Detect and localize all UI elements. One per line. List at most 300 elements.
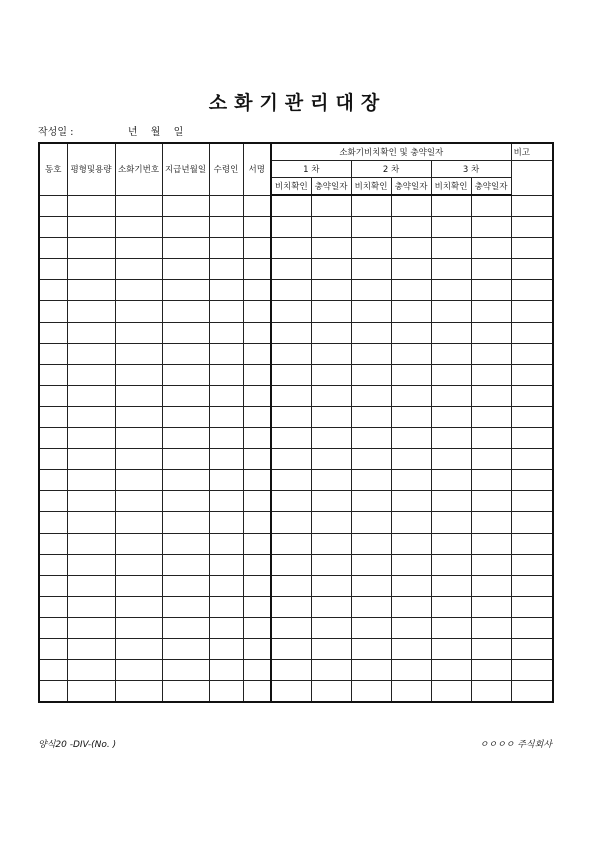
table-cell [471, 385, 511, 406]
table-cell [243, 259, 271, 280]
table-cell [311, 470, 351, 491]
table-cell [162, 280, 209, 301]
table-cell [209, 280, 243, 301]
table-cell [431, 280, 471, 301]
table-cell [67, 575, 115, 596]
table-cell [351, 449, 391, 470]
table-cell [351, 533, 391, 554]
table-cell [431, 195, 471, 217]
table-cell [311, 364, 351, 385]
table-cell [511, 259, 553, 280]
table-cell [511, 554, 553, 575]
table-cell [311, 449, 351, 470]
table-cell [271, 491, 311, 512]
table-cell [391, 301, 431, 322]
table-cell [431, 596, 471, 617]
header-number: 소화기번호 [115, 143, 162, 195]
table-cell [351, 428, 391, 449]
table-cell [162, 238, 209, 259]
table-cell [271, 554, 311, 575]
table-cell [162, 638, 209, 659]
table-row [39, 406, 553, 427]
table-cell [39, 343, 67, 364]
table-cell [311, 554, 351, 575]
header-signature: 서명 [243, 143, 271, 195]
table-cell [511, 195, 553, 217]
table-cell [471, 660, 511, 681]
table-cell [431, 428, 471, 449]
table-cell [431, 449, 471, 470]
table-cell [391, 406, 431, 427]
table-cell [351, 596, 391, 617]
table-cell [67, 491, 115, 512]
table-cell [471, 280, 511, 301]
document-title: 소화기관리대장 [208, 92, 387, 114]
table-row [39, 322, 553, 343]
table-cell [67, 406, 115, 427]
table-cell [391, 491, 431, 512]
table-cell [115, 617, 162, 638]
table-cell [243, 470, 271, 491]
table-cell [209, 512, 243, 533]
table-row [39, 195, 553, 217]
table-cell [271, 470, 311, 491]
table-cell [471, 217, 511, 238]
table-cell [209, 322, 243, 343]
table-cell [115, 259, 162, 280]
table-cell [391, 575, 431, 596]
header-charge-2: 충약일자 [391, 178, 431, 196]
table-cell [115, 428, 162, 449]
table-cell [471, 681, 511, 703]
date-day: 일 [173, 127, 184, 138]
table-row [39, 301, 553, 322]
table-cell [162, 322, 209, 343]
header-remarks: 비고 [511, 143, 553, 161]
table-cell [115, 343, 162, 364]
table-cell [391, 343, 431, 364]
table-cell [209, 428, 243, 449]
table-cell [471, 301, 511, 322]
table-cell [391, 449, 431, 470]
table-cell [311, 638, 351, 659]
table-cell [162, 217, 209, 238]
table-cell [471, 449, 511, 470]
header-round-2: 2 차 [351, 161, 431, 178]
header-round-3: 3 차 [431, 161, 511, 178]
table-cell [67, 343, 115, 364]
table-cell [311, 681, 351, 703]
table-cell [511, 449, 553, 470]
table-cell [39, 533, 67, 554]
extinguisher-ledger-table [38, 142, 554, 703]
table-cell [115, 238, 162, 259]
table-cell [67, 385, 115, 406]
table-row [39, 364, 553, 385]
table-cell [351, 554, 391, 575]
table-cell [271, 301, 311, 322]
table-cell [39, 238, 67, 259]
table-cell [39, 638, 67, 659]
header-area: 평형및용량 [67, 143, 115, 195]
table-cell [67, 322, 115, 343]
header-receiver: 수령인 [209, 143, 243, 195]
table-cell [311, 660, 351, 681]
table-cell [271, 322, 311, 343]
table-cell [311, 195, 351, 217]
table-cell [243, 681, 271, 703]
header-charge-3: 충약일자 [471, 178, 511, 196]
table-row [39, 617, 553, 638]
table-cell [243, 195, 271, 217]
table-cell [243, 638, 271, 659]
table-cell [391, 638, 431, 659]
table-cell [162, 533, 209, 554]
table-cell [271, 638, 311, 659]
table-cell [243, 575, 271, 596]
table-cell [39, 217, 67, 238]
table-cell [311, 575, 351, 596]
table-cell [67, 554, 115, 575]
table-cell [162, 385, 209, 406]
table-row [39, 280, 553, 301]
table-cell [39, 259, 67, 280]
table-cell [311, 343, 351, 364]
table-cell [115, 322, 162, 343]
table-row [39, 449, 553, 470]
table-cell [209, 617, 243, 638]
table-cell [431, 343, 471, 364]
table-cell [271, 238, 311, 259]
table-cell [431, 406, 471, 427]
table-cell [471, 533, 511, 554]
table-cell [209, 533, 243, 554]
table-cell [67, 596, 115, 617]
table-cell [39, 554, 67, 575]
table-cell [271, 195, 311, 217]
table-row [39, 217, 553, 238]
table-cell [431, 533, 471, 554]
table-cell [391, 259, 431, 280]
table-cell [115, 660, 162, 681]
table-cell [511, 617, 553, 638]
table-cell [351, 512, 391, 533]
table-cell [39, 617, 67, 638]
table-cell [471, 322, 511, 343]
table-cell [115, 364, 162, 385]
table-cell [311, 491, 351, 512]
table-cell [209, 596, 243, 617]
table-cell [162, 343, 209, 364]
table-row [39, 343, 553, 364]
table-cell [351, 638, 391, 659]
table-cell [115, 638, 162, 659]
table-cell [471, 259, 511, 280]
table-row [39, 385, 553, 406]
header-dong: 동호 [39, 143, 67, 195]
table-cell [271, 660, 311, 681]
table-cell [209, 259, 243, 280]
table-cell [471, 406, 511, 427]
table-row [39, 638, 553, 659]
table-cell [311, 428, 351, 449]
table-cell [431, 681, 471, 703]
table-cell [271, 259, 311, 280]
table-cell [511, 491, 553, 512]
table-cell [431, 660, 471, 681]
table-cell [39, 406, 67, 427]
table-cell [209, 195, 243, 217]
table-cell [271, 596, 311, 617]
table-cell [431, 301, 471, 322]
table-cell [471, 491, 511, 512]
table-cell [115, 512, 162, 533]
table-cell [162, 596, 209, 617]
table-cell [471, 343, 511, 364]
table-cell [471, 195, 511, 217]
table-cell [431, 217, 471, 238]
table-cell [471, 428, 511, 449]
table-cell [471, 512, 511, 533]
table-cell [311, 596, 351, 617]
header-check-group: 소화기비치확인 및 충약일자 [271, 143, 511, 161]
table-cell [209, 301, 243, 322]
table-row [39, 470, 553, 491]
table-cell [243, 217, 271, 238]
table-cell [209, 449, 243, 470]
table-cell [39, 596, 67, 617]
table-cell [39, 428, 67, 449]
table-cell [67, 449, 115, 470]
table-cell [391, 554, 431, 575]
table-cell [351, 491, 391, 512]
table-cell [431, 385, 471, 406]
table-cell [431, 491, 471, 512]
table-cell [209, 575, 243, 596]
table-cell [511, 385, 553, 406]
table-cell [391, 364, 431, 385]
table-cell [243, 512, 271, 533]
table-cell [431, 638, 471, 659]
table-cell [351, 470, 391, 491]
table-cell [115, 280, 162, 301]
table-cell [162, 681, 209, 703]
table-cell [271, 533, 311, 554]
table-cell [39, 322, 67, 343]
table-cell [351, 301, 391, 322]
table-cell [39, 195, 67, 217]
table-cell [67, 638, 115, 659]
table-cell [162, 512, 209, 533]
table-cell [209, 638, 243, 659]
table-cell [391, 617, 431, 638]
table-cell [39, 575, 67, 596]
table-cell [311, 259, 351, 280]
table-cell [471, 638, 511, 659]
table-cell [471, 617, 511, 638]
table-cell [39, 449, 67, 470]
table-cell [162, 428, 209, 449]
table-cell [271, 343, 311, 364]
table-cell [431, 575, 471, 596]
table-cell [471, 575, 511, 596]
table-cell [67, 238, 115, 259]
table-cell [271, 364, 311, 385]
table-cell [115, 385, 162, 406]
table-cell [311, 512, 351, 533]
form-code: 양식20 -DIV-(No. ) [38, 740, 117, 750]
table-cell [115, 406, 162, 427]
table-cell [209, 406, 243, 427]
table-cell [271, 280, 311, 301]
table-cell [209, 554, 243, 575]
date-month: 월 [150, 127, 161, 138]
table-cell [391, 681, 431, 703]
table-row [39, 533, 553, 554]
table-cell [115, 217, 162, 238]
table-cell [67, 617, 115, 638]
table-row [39, 428, 553, 449]
table-cell [67, 301, 115, 322]
table-cell [391, 385, 431, 406]
table-cell [271, 575, 311, 596]
table-cell [115, 554, 162, 575]
table-cell [311, 533, 351, 554]
table-cell [115, 681, 162, 703]
table-cell [162, 575, 209, 596]
table-cell [311, 322, 351, 343]
table-cell [511, 238, 553, 259]
table-cell [271, 406, 311, 427]
table-cell [243, 533, 271, 554]
table-cell [471, 596, 511, 617]
table-cell [67, 195, 115, 217]
table-cell [511, 596, 553, 617]
table-cell [67, 280, 115, 301]
table-cell [511, 470, 553, 491]
table-cell [243, 406, 271, 427]
table-cell [115, 491, 162, 512]
table-cell [39, 512, 67, 533]
table-cell [511, 512, 553, 533]
table-cell [431, 259, 471, 280]
table-cell [311, 217, 351, 238]
table-cell [511, 343, 553, 364]
table-cell [243, 364, 271, 385]
table-cell [471, 364, 511, 385]
table-cell [391, 428, 431, 449]
date-line [38, 123, 193, 138]
table-cell [511, 660, 553, 681]
table-cell [67, 533, 115, 554]
table-cell [311, 406, 351, 427]
table-cell [351, 217, 391, 238]
table-cell [115, 470, 162, 491]
table-cell [115, 596, 162, 617]
table-cell [209, 364, 243, 385]
table-cell [115, 449, 162, 470]
date-label: 작성일 : [38, 127, 74, 138]
table-cell [351, 575, 391, 596]
table-cell [311, 280, 351, 301]
header-remarks-blank [511, 161, 553, 196]
table-cell [67, 428, 115, 449]
table-cell [209, 491, 243, 512]
table-cell [67, 259, 115, 280]
header-placed-3: 비치확인 [431, 178, 471, 196]
table-cell [511, 638, 553, 659]
table-cell [311, 617, 351, 638]
table-cell [351, 259, 391, 280]
table-cell [39, 280, 67, 301]
table-cell [243, 238, 271, 259]
table-cell [351, 364, 391, 385]
table-cell [351, 385, 391, 406]
table-cell [431, 238, 471, 259]
table-cell [471, 238, 511, 259]
table-cell [351, 280, 391, 301]
table-cell [351, 617, 391, 638]
table-row [39, 259, 553, 280]
table-cell [162, 660, 209, 681]
table-cell [243, 596, 271, 617]
table-cell [511, 364, 553, 385]
table-cell [431, 470, 471, 491]
table-row [39, 681, 553, 703]
table-cell [271, 428, 311, 449]
table-cell [511, 322, 553, 343]
table-cell [209, 343, 243, 364]
table-cell [67, 512, 115, 533]
table-cell [391, 322, 431, 343]
table-cell [67, 217, 115, 238]
table-cell [351, 343, 391, 364]
table-cell [271, 217, 311, 238]
table-cell [351, 238, 391, 259]
table-cell [243, 660, 271, 681]
table-cell [511, 533, 553, 554]
table-cell [39, 364, 67, 385]
header-placed-2: 비치확인 [351, 178, 391, 196]
header-charge-1: 충약일자 [311, 178, 351, 196]
table-cell [243, 491, 271, 512]
table-cell [67, 660, 115, 681]
table-cell [391, 596, 431, 617]
table-cell [351, 322, 391, 343]
table-cell [209, 217, 243, 238]
table-cell [271, 617, 311, 638]
table-cell [391, 533, 431, 554]
table-cell [209, 385, 243, 406]
table-cell [431, 554, 471, 575]
table-cell [39, 491, 67, 512]
company-name: ㅇㅇㅇㅇ 주식회사 [479, 740, 552, 750]
table-cell [391, 512, 431, 533]
table-cell [115, 301, 162, 322]
table-cell [243, 449, 271, 470]
table-cell [271, 512, 311, 533]
header-issue-date: 지급년월일 [162, 143, 209, 195]
table-cell [243, 428, 271, 449]
table-cell [243, 554, 271, 575]
table-cell [351, 195, 391, 217]
table-row [39, 238, 553, 259]
table-cell [67, 470, 115, 491]
table-cell [431, 322, 471, 343]
table-cell [115, 533, 162, 554]
table-cell [243, 280, 271, 301]
table-cell [431, 364, 471, 385]
